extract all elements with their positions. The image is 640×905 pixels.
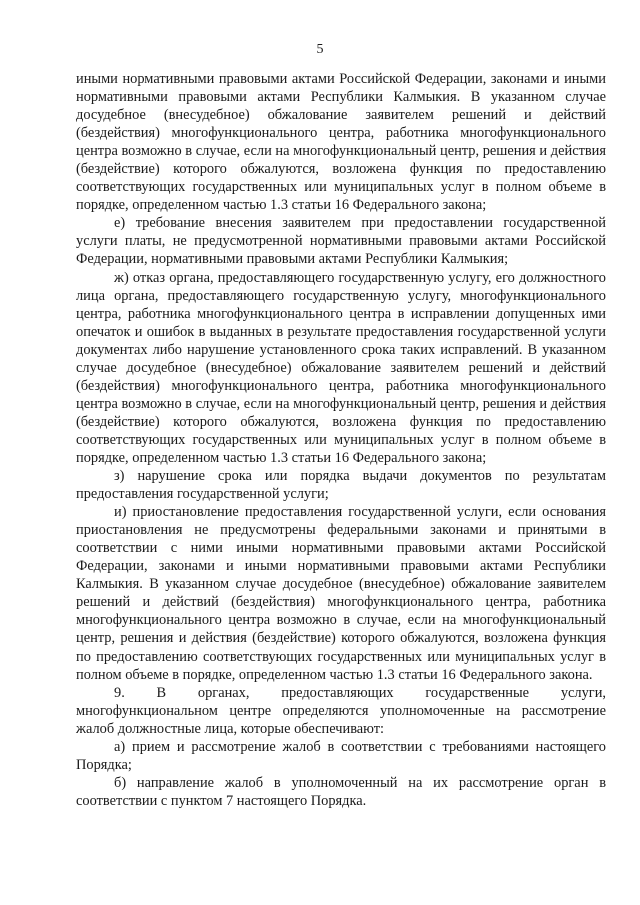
paragraph-section-9: 9. В органах, предоставляющих государственные услуги, многофункциональном центре определяются уполномоченные на рассмотрение жалоб должностные лица, которые обеспечивают:	[76, 684, 606, 737]
paragraph-item-zh: ж) отказ органа, предоставляющего государственную услугу, его должностного лица органа, предоставляющего государственную услугу, многофункционального центра, работника многофункционального центра в исправлении допущенных ими опечаток и ошибок в выданных в результате предоставления государственной услуги документах либо нарушение установленного срока таких исправлений. В указанном случае досудебное (внесудебное) обжалование заявителем решений и действий (бездействия) многофункционального центра, работника многофункционального центра возможно в случае, если на многофункциональный центр, решения и действия (бездействие) которого обжалуются, возложена функция по предоставлению соответствующих государственных или муниципальных услуг в полном объеме в порядке, определенном частью 1.3 статьи 16 Федерального закона;	[76, 269, 606, 466]
document-body	[76, 70, 606, 810]
paragraph-item-a: а) прием и рассмотрение жалоб в соответствии с требованиями настоящего Порядка;	[76, 738, 606, 773]
paragraph-item-z: з) нарушение срока или порядка выдачи документов по результатам предоставления государственной услуги;	[76, 468, 606, 503]
page-number: 5	[316, 42, 324, 57]
paragraph-item-b: б) направление жалоб в уполномоченный на их рассмотрение орган в соответствии с пунктом 7 настоящего Порядка.	[76, 774, 606, 809]
paragraph-item-e: е) требование внесения заявителем при предоставлении государственной услуги платы, не предусмотренной нормативными правовыми актами Российской Федерации, нормативными правовыми актами Республики Калмыкия;	[76, 215, 606, 268]
paragraph-item-i: и) приостановление предоставления государственной услуги, если основания приостановления не предусмотрены федеральными законами и принятыми в соответствии с ними иными нормативными правовыми актами Российской Федерации, законами и иными нормативными правовыми актами Республики Калмыкия. В указанном случае досудебное (внесудебное) обжалование заявителем решений и действий (бездействия) многофункционального центра, работника многофункционального центра возможно в случае, если на многофункциональный центр, решения и действия (бездействие) которого обжалуются, возложена функция по предоставлению соответствующих государственных или муниципальных услуг в полном объеме в порядке, определенном частью 1.3 статьи 16 Федерального закона.	[76, 504, 606, 683]
paragraph-continuation: иными нормативными правовыми актами Российской Федерации, законами и иными нормативными правовыми актами Республики Калмыкия. В указанном случае досудебное (внесудебное) обжалование заявителем решений и действий (бездействия) многофункционального центра, работника многофункционального центра возможно в случае, если на многофункциональный центр, решения и действия (бездействие) которого обжалуются, возложена функция по предоставлению соответствующих государственных или муниципальных услуг в полном объеме в порядке, определенном частью 1.3 статьи 16 Федерального закона;	[76, 71, 606, 214]
